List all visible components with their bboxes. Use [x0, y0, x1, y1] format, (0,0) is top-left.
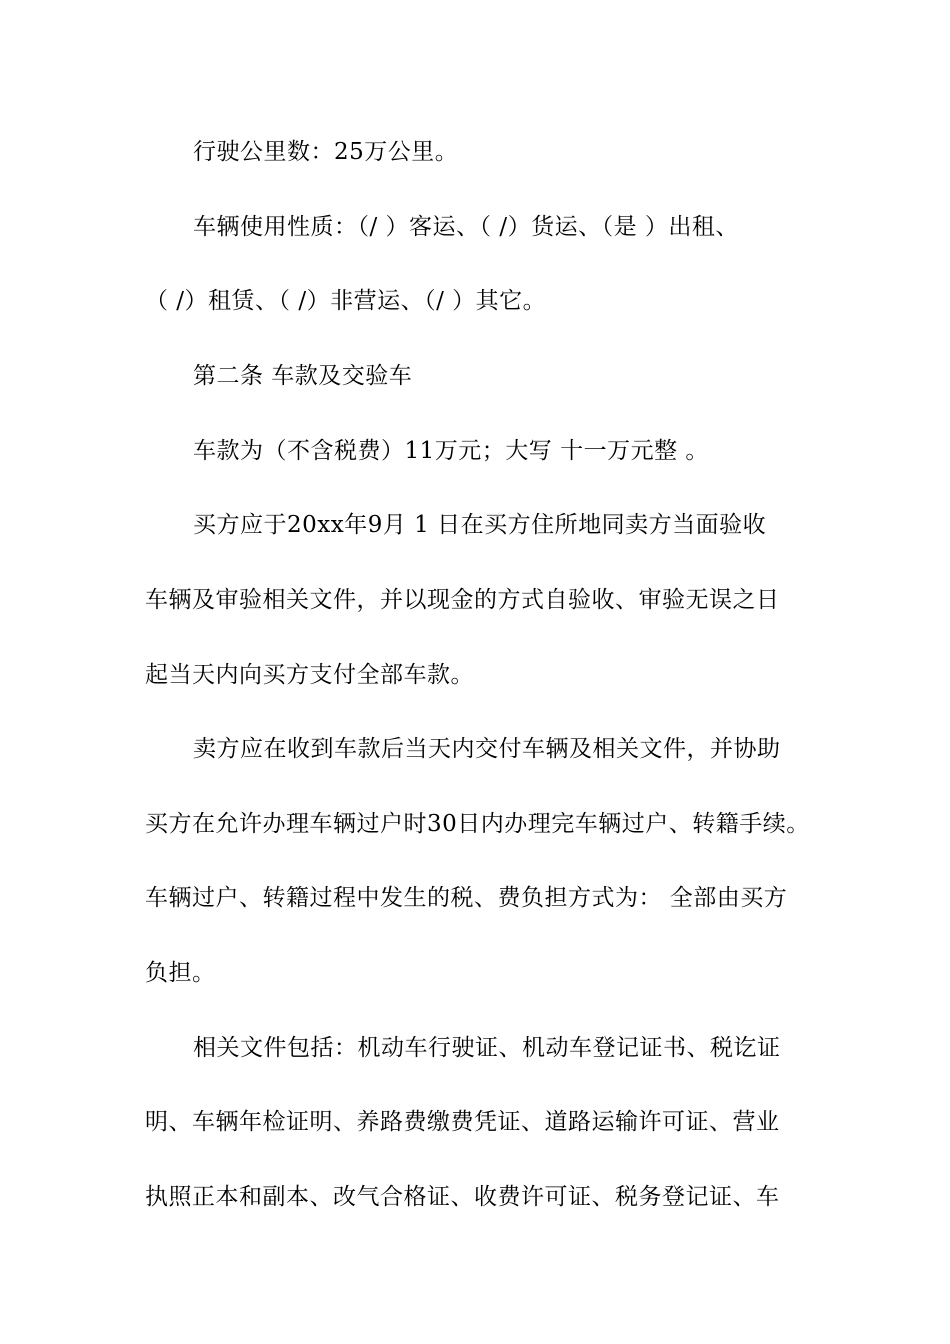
delivery-paragraph-line-4: 负担。: [145, 960, 216, 986]
documents-paragraph-line-1: 相关文件包括：机动车行驶证、机动车登记证书、税讫证: [193, 1035, 781, 1061]
inspection-paragraph-line-3: 起当天内向买方支付全部车款。: [145, 662, 474, 688]
documents-paragraph-line-2: 明、车辆年检证明、养路费缴费凭证、道路运输许可证、营业: [145, 1109, 780, 1135]
documents-paragraph-line-3: 执照正本和副本、改气合格证、收费许可证、税务登记证、车: [145, 1184, 780, 1210]
vehicle-usage-line-1: 车辆使用性质：（/ ）客运、（ /）货运、（是 ）出租、: [193, 214, 739, 240]
price-line: 车款为（不含税费）11万元；大写 十一万元整 。: [193, 438, 709, 464]
inspection-paragraph-line-1: 买方应于20xx年9月 1 日在买方住所地同卖方当面验收: [193, 512, 767, 538]
delivery-paragraph-line-1: 卖方应在收到车款后当天内交付车辆及相关文件，并协助: [193, 736, 781, 762]
vehicle-usage-line-2: （ /）租赁、（ /）非营运、（/ ）其它。: [145, 288, 547, 314]
delivery-paragraph-line-2: 买方在允许办理车辆过户时30日内办理完车辆过户、转籍手续。: [145, 811, 810, 837]
article-two-heading: 第二条 车款及交验车: [193, 363, 413, 389]
mileage-line: 行驶公里数：25万公里。: [193, 139, 459, 165]
delivery-paragraph-line-3: 车辆过户、转籍过程中发生的税、费负担方式为： 全部由买方: [145, 885, 788, 911]
inspection-paragraph-line-2: 车辆及审验相关文件，并以现金的方式自验收、审验无误之日: [145, 587, 780, 613]
